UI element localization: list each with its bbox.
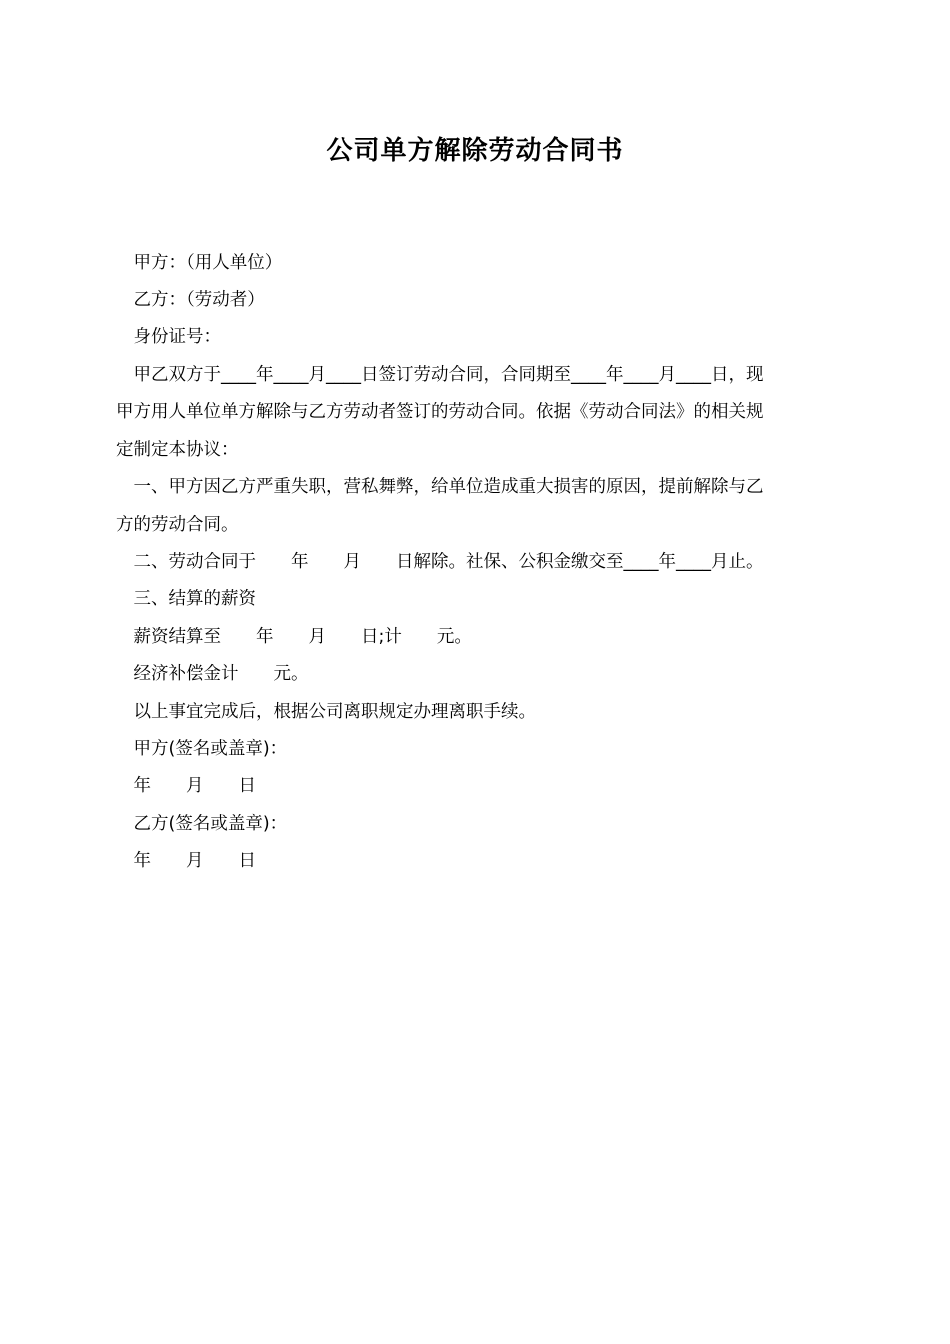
id-number-line: 身份证号：: [116, 327, 221, 347]
body-paragraph-line-1: 甲乙双方于____年____月____日签订劳动合同，合同期至____年____月____日，现: [116, 365, 764, 385]
party-a-line: 甲方：（用人单位）: [116, 253, 283, 273]
compensation-line: 经济补偿金计 元。: [116, 664, 309, 684]
clause-2-line: 二、劳动合同于 年 月 日解除。社保、公积金缴交至____年____月止。: [116, 552, 764, 572]
salary-settlement-line: 薪资结算至 年 月 日;计 元。: [116, 627, 472, 647]
party-a-signature-line: 甲方(签名或盖章)：: [116, 739, 288, 759]
clause-1-line-1: 一、甲方因乙方严重失职，营私舞弊，给单位造成重大损害的原因，提前解除与乙: [116, 477, 764, 497]
party-a-date-line: 年 月 日: [116, 776, 256, 796]
closing-statement-line: 以上事宜完成后，根据公司离职规定办理离职手续。: [116, 702, 536, 722]
body-paragraph-line-3: 定制定本协议：: [116, 440, 239, 460]
clause-3-heading: 三、结算的薪资: [116, 589, 256, 609]
party-b-signature-line: 乙方(签名或盖章)：: [116, 814, 288, 834]
document-title: 公司单方解除劳动合同书: [326, 136, 624, 166]
clause-1-line-2: 方的劳动合同。: [116, 515, 239, 535]
party-b-date-line: 年 月 日: [116, 851, 256, 871]
party-b-line: 乙方：（劳动者）: [116, 290, 265, 310]
body-paragraph-line-2: 甲方用人单位单方解除与乙方劳动者签订的劳动合同。依据《劳动合同法》的相关规: [116, 402, 764, 422]
